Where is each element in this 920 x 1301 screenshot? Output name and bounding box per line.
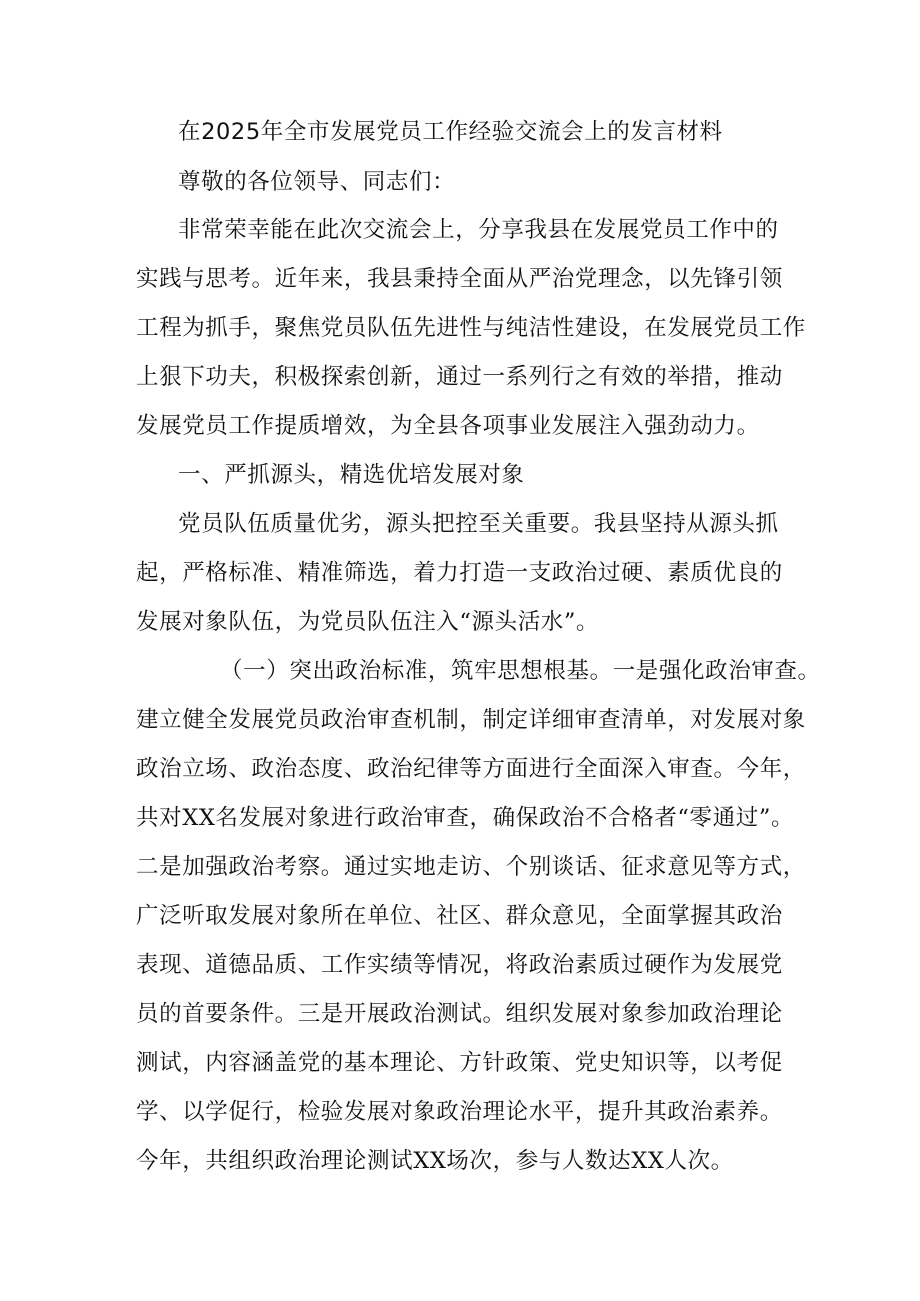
salutation: 尊敬的各位领导、同志们： <box>178 169 456 195</box>
paragraph-line: 党员队伍质量优劣，源头把控至关重要。我县坚持从源头抓 <box>178 511 779 537</box>
document-title: 在2025年全市发展党员工作经验交流会上的发言材料 <box>178 119 723 145</box>
paragraph-line: 二是加强政治考察。通过实地走访、个别谈话、征求意见等方式， <box>136 854 806 880</box>
section-heading: 一、严抓源头，精选优培发展对象 <box>178 462 525 488</box>
paragraph-line: 共对XX名发展对象进行政治审查，确保政治不合格者“零通过”。 <box>136 805 795 831</box>
paragraph-line: 今年，共组织政治理论测试XX场次，参与人数达XX人次。 <box>136 1148 734 1174</box>
paragraph-line: 发展对象队伍，为党员队伍注入“源头活水”。 <box>136 609 600 635</box>
paragraph-line: 表现、道德品质、工作实绩等情况，将政治素质过硬作为发展党 <box>136 952 783 978</box>
paragraph-line: 建立健全发展党员政治审查机制，制定详细审查清单，对发展对象 <box>136 707 806 733</box>
paragraph-line: 工程为抓手，聚焦党员队伍先进性与纯洁性建设，在发展党员工作 <box>136 315 806 341</box>
paragraph-line: 员的首要条件。三是开展政治测试。组织发展对象参加政治理论 <box>136 1001 783 1027</box>
paragraph-line: 广泛听取发展对象所在单位、社区、群众意见，全面掌握其政治 <box>136 903 783 929</box>
paragraph-line: 测试，内容涵盖党的基本理论、方针政策、党史知识等，以考促 <box>136 1050 783 1076</box>
paragraph-line: 起，严格标准、精准筛选，着力打造一支政治过硬、素质优良的 <box>136 560 783 586</box>
paragraph-line: 学、以学促行，检验发展对象政治理论水平，提升其政治素养。 <box>136 1099 783 1125</box>
paragraph-line: 发展党员工作提质增效，为全县各项事业发展注入强劲动力。 <box>136 413 760 439</box>
paragraph-line: 政治立场、政治态度、政治纪律等方面进行全面深入审查。今年， <box>136 756 806 782</box>
paragraph-line: （一）突出政治标准，筑牢思想根基。一是强化政治审查。 <box>220 658 821 684</box>
paragraph-line: 实践与思考。近年来，我县秉持全面从严治党理念，以先锋引领 <box>136 266 783 292</box>
paragraph-line: 上狠下功夫，积极探索创新，通过一系列行之有效的举措，推动 <box>136 364 783 390</box>
paragraph-line: 非常荣幸能在此次交流会上，分享我县在发展党员工作中的 <box>178 217 779 243</box>
